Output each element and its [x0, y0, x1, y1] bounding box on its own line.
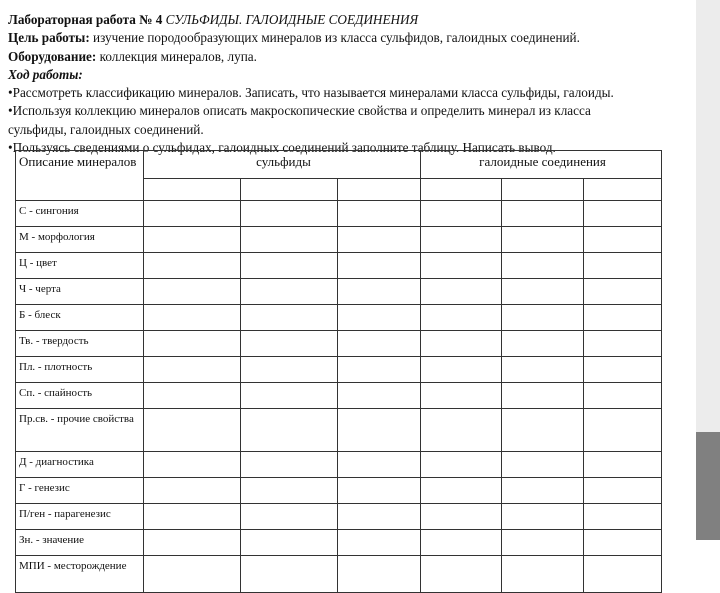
table-cell[interactable] — [144, 179, 241, 201]
table-cell[interactable] — [144, 478, 241, 504]
table-cell[interactable] — [338, 279, 421, 305]
table-cell[interactable] — [144, 357, 241, 383]
row-label: Сп. - спайность — [16, 383, 144, 409]
table-cell[interactable] — [584, 253, 662, 279]
table-row — [16, 530, 662, 556]
table-cell[interactable] — [338, 452, 421, 478]
table-row — [16, 478, 662, 504]
table-cell[interactable] — [241, 253, 338, 279]
row-label: Ц - цвет — [16, 253, 144, 279]
goal-text: изучение породообразующих минералов из класса сульфидов, галоидных соединений. — [89, 30, 580, 46]
table-cell[interactable] — [338, 383, 421, 409]
table-cell[interactable] — [502, 478, 584, 504]
table-cell[interactable] — [338, 227, 421, 253]
table-cell[interactable] — [502, 179, 584, 201]
table-cell[interactable] — [584, 331, 662, 357]
table-cell[interactable] — [338, 504, 421, 530]
table-cell[interactable] — [421, 179, 502, 201]
table-row — [16, 279, 662, 305]
row-label: С - сингония — [16, 201, 144, 227]
right-decor-bar — [696, 0, 720, 540]
table-cell[interactable] — [584, 556, 662, 593]
table-cell[interactable] — [338, 478, 421, 504]
table-cell[interactable] — [421, 357, 502, 383]
goal-line — [8, 29, 688, 47]
table-cell[interactable] — [584, 201, 662, 227]
equipment-line — [8, 48, 688, 66]
table-cell[interactable] — [241, 530, 338, 556]
goal-label: Цель работы: — [8, 30, 90, 46]
table-row — [16, 409, 662, 452]
minerals-table — [15, 150, 662, 593]
table-cell[interactable] — [502, 556, 584, 593]
table-cell[interactable] — [421, 556, 502, 593]
table-header-row — [16, 151, 662, 179]
table-cell[interactable] — [241, 504, 338, 530]
table-row — [16, 357, 662, 383]
table-cell[interactable] — [144, 452, 241, 478]
title-line — [8, 11, 688, 29]
table-cell[interactable] — [144, 409, 241, 452]
row-label: Ч - черта — [16, 279, 144, 305]
table-row — [16, 383, 662, 409]
lab-title: СУЛЬФИДЫ. ГАЛОИДНЫЕ СОЕДИНЕНИЯ — [165, 12, 419, 27]
equipment-label: Оборудование: — [8, 48, 97, 64]
row-label: Г - генезис — [16, 478, 144, 504]
table-cell[interactable] — [241, 227, 338, 253]
table-cell[interactable] — [144, 253, 241, 279]
table-cell[interactable] — [584, 179, 662, 201]
table-cell[interactable] — [421, 452, 502, 478]
table-cell[interactable] — [241, 331, 338, 357]
table-cell[interactable] — [338, 357, 421, 383]
table-cell[interactable] — [584, 504, 662, 530]
table-cell[interactable] — [241, 409, 338, 452]
table-cell[interactable] — [338, 305, 421, 331]
table-cell[interactable] — [338, 556, 421, 593]
table-cell[interactable] — [421, 478, 502, 504]
table-cell[interactable] — [144, 530, 241, 556]
table-cell[interactable] — [421, 530, 502, 556]
table-cell[interactable] — [502, 253, 584, 279]
row-label: МПИ - месторождение — [16, 556, 144, 593]
table-cell[interactable] — [502, 504, 584, 530]
row-label: Пл. - плотность — [16, 357, 144, 383]
table-row — [16, 556, 662, 593]
table-cell[interactable] — [144, 227, 241, 253]
table-cell[interactable] — [584, 452, 662, 478]
table-cell[interactable] — [502, 530, 584, 556]
table-cell[interactable] — [502, 201, 584, 227]
table-cell[interactable] — [241, 357, 338, 383]
table-cell[interactable] — [502, 279, 584, 305]
table-cell[interactable] — [584, 478, 662, 504]
table-cell[interactable] — [502, 331, 584, 357]
row-label: М - морфология — [16, 227, 144, 253]
table-cell[interactable] — [421, 504, 502, 530]
table-cell[interactable] — [421, 201, 502, 227]
row-label: Д - диагностика — [16, 452, 144, 478]
table-cell[interactable] — [421, 331, 502, 357]
table-cell[interactable] — [338, 201, 421, 227]
right-decor-bar-dark — [696, 432, 720, 540]
table-cell[interactable] — [241, 179, 338, 201]
table-cell[interactable] — [421, 305, 502, 331]
table-cell[interactable] — [241, 305, 338, 331]
table-cell[interactable] — [584, 305, 662, 331]
group-header-haloids: галоидные соединения — [421, 151, 662, 179]
lab-number: Лабораторная работа № 4 — [8, 12, 163, 27]
table-row — [16, 452, 662, 478]
row-label: Б - блеск — [16, 305, 144, 331]
table-cell[interactable] — [502, 383, 584, 409]
table-cell[interactable] — [502, 227, 584, 253]
table-cell[interactable] — [241, 478, 338, 504]
table-cell[interactable] — [421, 253, 502, 279]
table-cell[interactable] — [144, 305, 241, 331]
instructions — [8, 11, 688, 157]
table-cell[interactable] — [584, 530, 662, 556]
table-cell[interactable] — [421, 227, 502, 253]
table-cell[interactable] — [144, 279, 241, 305]
table-cell[interactable] — [502, 305, 584, 331]
row-label: Зн. - значение — [16, 530, 144, 556]
table-cell[interactable] — [241, 279, 338, 305]
progress-line: •Рассмотреть классификацию минералов. Записать, что называется минералами класса сульфиды, галоиды. — [8, 85, 614, 101]
table-cell[interactable] — [144, 556, 241, 593]
table-cell[interactable] — [421, 409, 502, 452]
table-row — [16, 253, 662, 279]
table-cell[interactable] — [241, 556, 338, 593]
table-cell[interactable] — [338, 409, 421, 452]
progress-line: сульфиды, галоидных соединений. — [8, 121, 204, 137]
corner-header: Описание минералов — [16, 151, 144, 201]
table-cell[interactable] — [338, 179, 421, 201]
table-cell[interactable] — [584, 279, 662, 305]
table-cell[interactable] — [144, 331, 241, 357]
table-cell[interactable] — [584, 227, 662, 253]
row-label: Тв. - твердость — [16, 331, 144, 357]
table-row — [16, 305, 662, 331]
table-cell[interactable] — [338, 530, 421, 556]
table-row — [16, 331, 662, 357]
row-label: Пр.св. - прочие свойства — [16, 409, 144, 452]
table-row — [16, 201, 662, 227]
table-cell[interactable] — [338, 331, 421, 357]
table-cell[interactable] — [241, 383, 338, 409]
table-cell[interactable] — [144, 504, 241, 530]
table-cell[interactable] — [584, 409, 662, 452]
table-cell[interactable] — [584, 383, 662, 409]
table-cell[interactable] — [584, 357, 662, 383]
table-cell[interactable] — [241, 452, 338, 478]
table-cell[interactable] — [144, 201, 241, 227]
group-header-sulfides: сульфиды — [144, 151, 421, 179]
row-label: П/ген - парагенезис — [16, 504, 144, 530]
table-cell[interactable] — [144, 383, 241, 409]
progress-line: •Используя коллекцию минералов описать макроскопические свойства и определить минерал из класса — [8, 103, 591, 119]
table-cell[interactable] — [241, 201, 338, 227]
equipment-text: коллекция минералов, лупа. — [96, 48, 257, 64]
table-row — [16, 504, 662, 530]
table-cell[interactable] — [421, 383, 502, 409]
table-cell[interactable] — [502, 357, 584, 383]
progress-label: Ход работы: — [8, 66, 83, 82]
progress-line: •Пользуясь сведениями о сульфидах, галоидных соединений заполните таблицу. Написать вывод. — [8, 140, 556, 156]
table-cell[interactable] — [502, 452, 584, 478]
table-cell[interactable] — [421, 279, 502, 305]
table-cell[interactable] — [338, 253, 421, 279]
table-row — [16, 227, 662, 253]
table-cell[interactable] — [502, 409, 584, 452]
